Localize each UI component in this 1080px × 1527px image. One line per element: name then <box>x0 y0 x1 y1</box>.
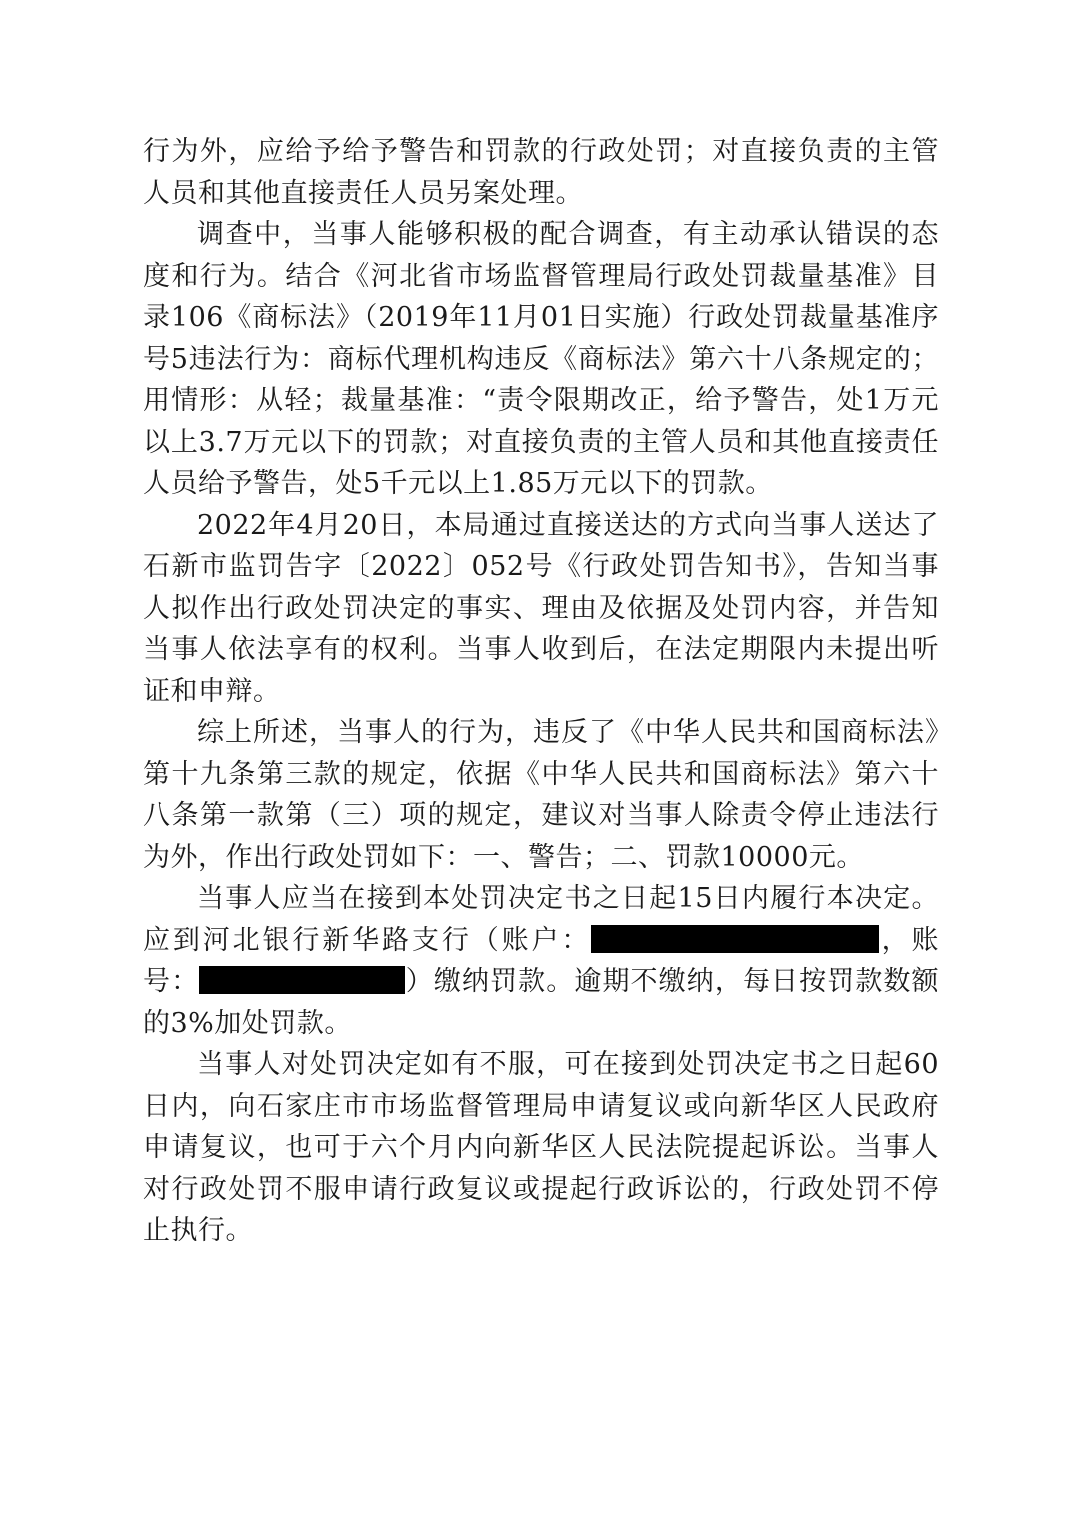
paragraph-notice-delivery: 2022年4月20日，本局通过直接送达的方式向当事人送达了石新市监罚告字〔2022〕052号《行政处罚告知书》，告知当事人拟作出行政处罚决定的事实、理由及依据及处罚内容，并告知当事人依法享有的权利。当事人收到后，在法定期限内未提出听证和申辩。 <box>143 509 939 707</box>
document-body <box>143 131 939 1252</box>
paragraph-investigation-discretion: 调查中，当事人能够积极的配合调查，有主动承认错误的态度和行为。结合《河北省市场监督管理局行政处罚裁量基准》目录106《商标法》（2019年11月01日实施）行政处罚裁量基准序号5违法行为：商标代理机构违反《商标法》第六十八条规定的；用情形：从轻；裁量基准：“责令限期改正，给予警告，处1万元以上3.7万元以下的罚款；对直接负责的主管人员和其他直接责任人员给予警告，处5千元以上1.85万元以下的罚款。 <box>143 219 939 499</box>
payment-text-part1: 当事人应当在接到本处罚决定书之日起15日内履行本决定。应到河北银行新华路支行（账户： <box>143 883 939 956</box>
paragraph-payment-instructions <box>143 878 939 1044</box>
redacted-account-number <box>199 966 405 994</box>
payment-text-part2: ，账号： <box>143 924 940 997</box>
payment-text-part3: ）缴纳罚款。逾期不缴纳，每日按罚款数额的3%加处罚款。 <box>143 966 940 1039</box>
paragraph-conclusion-penalty: 综上所述，当事人的行为，违反了《中华人民共和国商标法》第十九条第三款的规定，依据《中华人民共和国商标法》第六十八条第一款第（三）项的规定，建议对当事人除责令停止违法行为外，作出行政处罚如下：一、警告；二、罚款10000元。 <box>143 717 939 873</box>
redacted-account-name <box>591 925 879 953</box>
paragraph-appeal-rights: 当事人对处罚决定如有不服，可在接到处罚决定书之日起60日内，向石家庄市市场监督管理局申请复议或向新华区人民政府申请复议，也可于六个月内向新华区人民法院提起诉讼。当事人对行政处罚不服申请行政复议或提起行政诉讼的，行政处罚不停止执行。 <box>143 1049 939 1246</box>
paragraph-penalty-scope: 行为外，应给予给予警告和罚款的行政处罚；对直接负责的主管人员和其他直接责任人员另案处理。 <box>143 136 939 209</box>
